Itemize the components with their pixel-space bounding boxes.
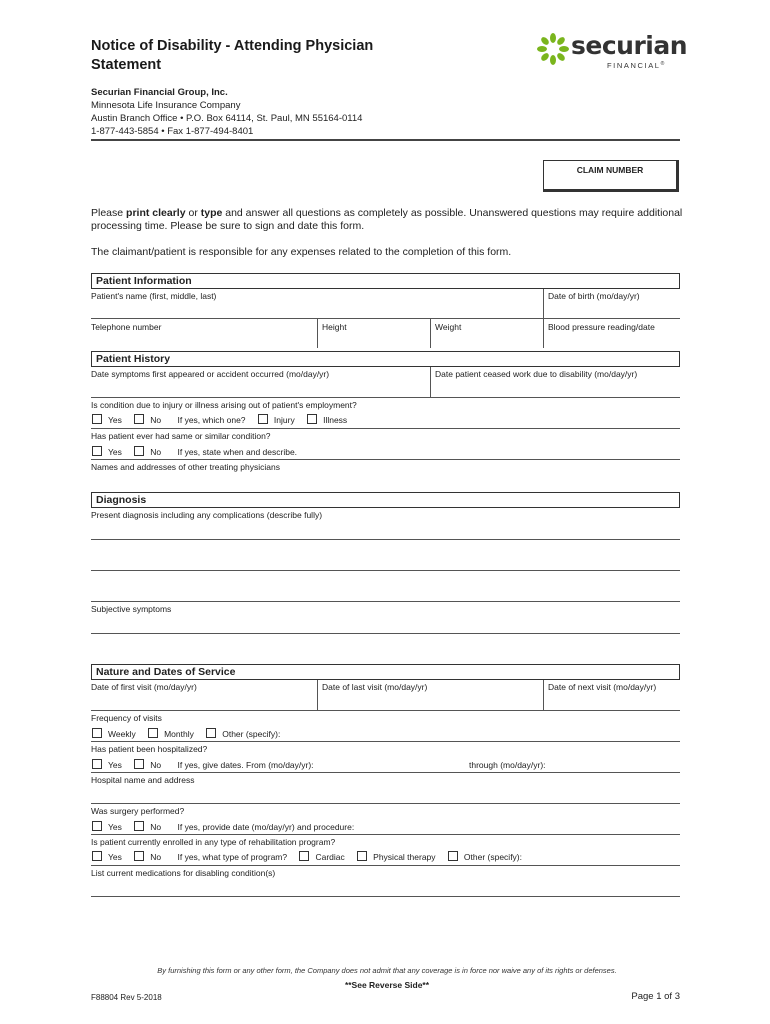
instructions: Please print clearly or type and answer all questions as completely as possible. Unanswered questions may require additional processing time. Please be sure to sign and date this form. [91, 207, 683, 232]
hospitalized-question: Has patient been hospitalized? [91, 744, 208, 754]
page-number: Page 1 of 3 [631, 991, 680, 1002]
no-checkbox[interactable] [134, 414, 144, 424]
surgery-question: Was surgery performed? [91, 806, 185, 816]
blood-pressure-field[interactable]: Blood pressure reading/date [548, 322, 655, 332]
medications-field[interactable]: List current medications for disabling condition(s) [91, 868, 276, 878]
service-heading: Nature and Dates of Service [91, 664, 680, 680]
yes-checkbox[interactable] [92, 446, 102, 456]
weight-field[interactable]: Weight [435, 322, 462, 332]
divider [317, 318, 318, 348]
writing-line [91, 896, 680, 897]
telephone-field[interactable]: Telephone number [91, 322, 162, 332]
symptoms-date-field[interactable]: Date symptoms first appeared or accident occurred (mo/day/yr) [91, 369, 330, 379]
other-program-checkbox[interactable] [448, 851, 458, 861]
divider [91, 710, 680, 711]
yes-checkbox[interactable] [92, 759, 102, 769]
disclaimer: By furnishing this form or any other form, the Company does not admit that any coverage is in force nor waive any of its rights or defenses. [157, 966, 617, 975]
no-checkbox[interactable] [134, 759, 144, 769]
physical-therapy-checkbox[interactable] [357, 851, 367, 861]
illness-checkbox[interactable] [307, 414, 317, 424]
first-visit-field[interactable]: Date of first visit (mo/day/yr) [91, 682, 197, 692]
divider [91, 459, 680, 460]
yes-checkbox[interactable] [92, 851, 102, 861]
frequency-question: Frequency of visits [91, 713, 162, 723]
other-physicians-field[interactable]: Names and addresses of other treating physicians [91, 462, 280, 472]
subjective-symptoms-field[interactable]: Subjective symptoms [91, 604, 172, 614]
divider [91, 397, 680, 398]
similar-condition-options: Yes No If yes, state when and describe. [92, 446, 297, 457]
weekly-checkbox[interactable] [92, 728, 102, 738]
divider [91, 318, 680, 319]
divider [430, 318, 431, 348]
no-checkbox[interactable] [134, 851, 144, 861]
claim-number-label: CLAIM NUMBER [576, 165, 644, 175]
divider [91, 803, 680, 804]
yes-checkbox[interactable] [92, 821, 102, 831]
writing-line [91, 633, 680, 634]
frequency-options: Weekly Monthly Other (specify): [92, 728, 280, 739]
employment-question: Is condition due to injury or illness arising out of patient's employment? [91, 400, 357, 410]
no-checkbox[interactable] [134, 821, 144, 831]
no-checkbox[interactable] [134, 446, 144, 456]
header-divider [91, 139, 680, 141]
present-diagnosis-field[interactable]: Present diagnosis including any complications (describe fully) [91, 510, 323, 520]
company-address: Austin Branch Office • P.O. Box 64114, St. Paul, MN 55164-0114 [91, 113, 363, 124]
rehab-options: Yes No If yes, what type of program? Cardiac Physical therapy Other (specify): [92, 851, 522, 862]
employment-options: Yes No If yes, which one? Injury Illness [92, 414, 347, 425]
writing-line [91, 539, 680, 540]
divider [91, 428, 680, 429]
divider [91, 865, 680, 866]
hospitalized-options: Yes No If yes, give dates. From (mo/day/yr): [92, 759, 314, 770]
monthly-checkbox[interactable] [148, 728, 158, 738]
page-title: Notice of Disability - Attending Physician Statement [91, 38, 374, 73]
next-visit-field[interactable]: Date of next visit (mo/day/yr) [548, 682, 657, 692]
divider [430, 367, 431, 397]
divider [543, 680, 544, 710]
company-name: Securian Financial Group, Inc. [91, 87, 228, 98]
leaf-cluster-icon [537, 33, 569, 65]
rehab-question: Is patient currently enrolled in any type of rehabilitation program? [91, 837, 336, 847]
ceased-work-date-field[interactable]: Date patient ceased work due to disability (mo/day/yr) [435, 369, 638, 379]
hospital-name-field[interactable]: Hospital name and address [91, 775, 195, 785]
divider [91, 834, 680, 835]
other-checkbox[interactable] [206, 728, 216, 738]
similar-condition-question: Has patient ever had same or similar condition? [91, 431, 271, 441]
divider [91, 772, 680, 773]
securian-logo [537, 31, 688, 74]
cardiac-checkbox[interactable] [299, 851, 309, 861]
claim-number-box[interactable] [543, 160, 679, 192]
responsibility-note: The claimant/patient is responsible for any expenses related to the completion of this form. [91, 246, 512, 258]
injury-checkbox[interactable] [258, 414, 268, 424]
last-visit-field[interactable]: Date of last visit (mo/day/yr) [322, 682, 428, 692]
form-id: F88804 Rev 5-2018 [91, 993, 162, 1002]
company-block [91, 86, 362, 138]
through-date-field[interactable]: through (mo/day/yr): [469, 760, 546, 770]
logo-subtitle: FINANCIAL® [607, 61, 666, 70]
divider [317, 680, 318, 710]
yes-checkbox[interactable] [92, 414, 102, 424]
patient-name-field[interactable]: Patient's name (first, middle, last) [91, 291, 217, 301]
height-field[interactable]: Height [322, 322, 347, 332]
divider [91, 741, 680, 742]
patient-history-heading: Patient History [91, 351, 680, 367]
date-of-birth-field[interactable]: Date of birth (mo/day/yr) [548, 291, 640, 301]
logo-wordmark: securian [571, 31, 688, 60]
patient-information-heading: Patient Information [91, 273, 680, 289]
company-subsidiary: Minnesota Life Insurance Company [91, 100, 241, 111]
writing-line [91, 570, 680, 571]
diagnosis-heading: Diagnosis [91, 492, 680, 508]
writing-line [91, 601, 680, 602]
see-reverse-side: **See Reverse Side** [344, 980, 430, 990]
company-phone: 1-877-443-5854 • Fax 1-877-494-8401 [91, 126, 254, 137]
surgery-options: Yes No If yes, provide date (mo/day/yr) and procedure: [92, 821, 354, 832]
